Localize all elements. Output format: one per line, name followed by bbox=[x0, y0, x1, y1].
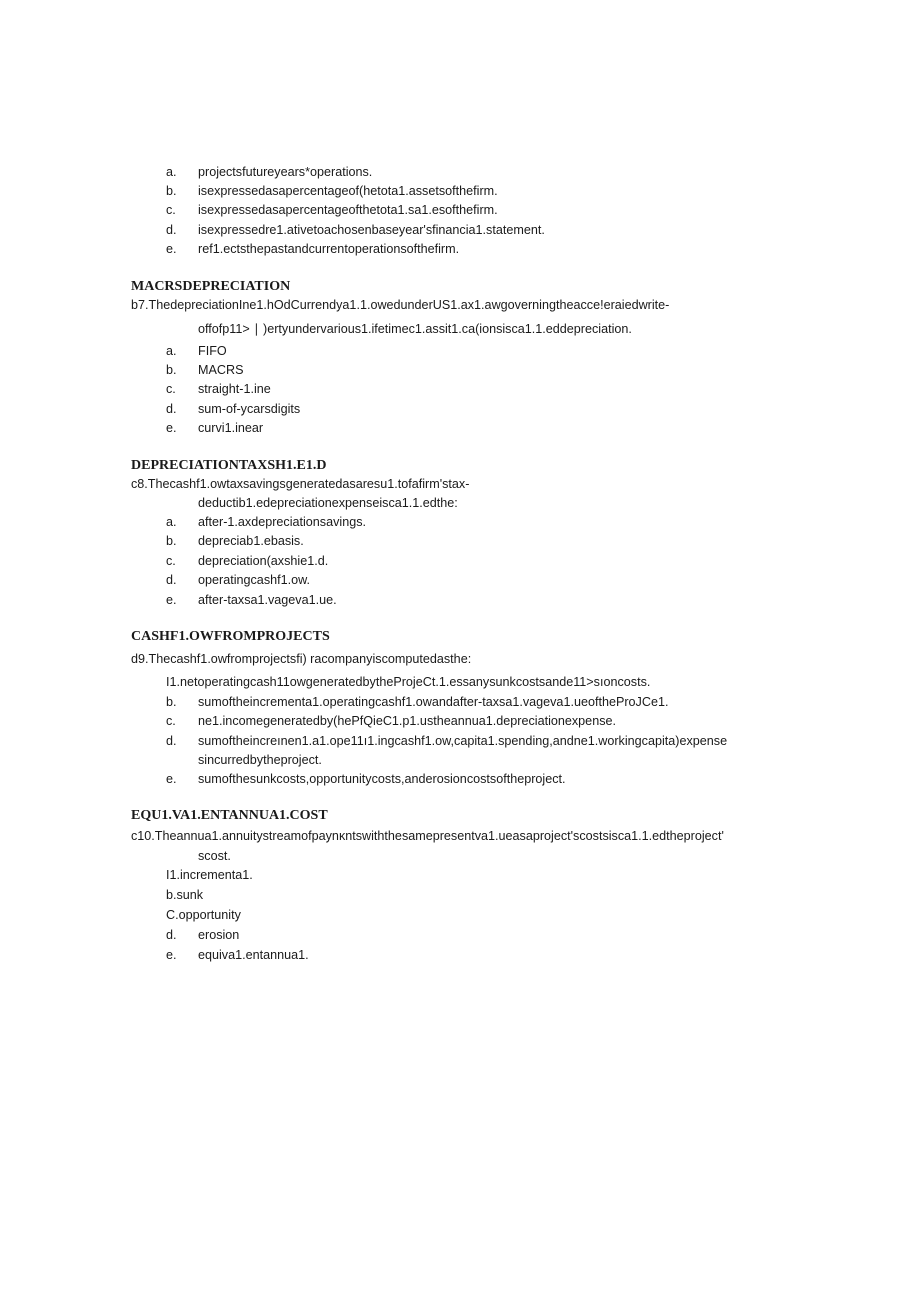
section-heading-macrs: MACRSDEPRECIATION bbox=[131, 279, 291, 294]
document-page: a. projectsfutureyears*operations. b. isexpressedasapercentageof(hetota1.assetsofthefirm. c. isexpressedasapercentageofthetota1.sa1.esofthefirm. d. isexpressedre1.ativetoachosenbaseyear'sfinancia1.statement. e. ref1.ectsthepastandcurrentoperationsofthefirm. MACRSDEPRECIATION b7.ThedepreciationIne1.hOdCurrendya1.1.owedunderUS1.ax1.awgoverningtheacce!eraiedwrite- offofp11> ∣ )ertyundervarious1.ifetimec1.assit1.ca(ionsisca1.1.eddepreciation. a. FIFO b. MACRS c. straight-1.ine d. sum-of-ycarsdigits e. curvi1.inear DEPRECIATIONTAXSH1.E1.D c8.Thecashf1.owtaxsavingsgeneratedasaresu1.tofafirm'stax- deductib1.edepreciationexpenseisca1.1.edthe: a. after-1.axdepreciationsavings. b. depreciab1.ebasis. c. depreciation(axshie1.d. d. operatingcashf1.ow. e. after-taxsa1.vageva1.ue. CASHF1.OWFROMPROJECTS d9.Thecashf1.owfromprojectsfi) racompanyiscomputedasthe: I1.netoperatingcash11owgeneratedbytheProjeCt.1.essanysunkcostsande11>sıoncosts. b. sumoftheincrementa1.operatingcashf1.owandafter-taxsa1.vageva1.ueoftheProJCe1. c. ne1.incomegeneratedby(hePfQieC1.p1.ustheannua1.depreciationexpense. d. sumoftheincreınen1.a1.ope11ı1.ingcashf1.ow,capita1.spending,andne1.workingcapita)expense sincurredbytheproject. e. sumofthesunkcosts,opportunitycosts,anderosioncostsoftheproject. EQU1.VA1.ENTANNUA1.COST c10.Theannua1.annuitystreamofpaynκntswiththesamepresentva1.ueasaproject'scostsisca1.1.edtheproject' scost. I1.incrementa1. b.sunk C.opportunity d. erosion e. equiva1.entannua1. bbox=[131, 165, 728, 962]
section-heading-equivalent-annual-cost: EQU1.VA1.ENTANNUA1.COST bbox=[131, 808, 328, 823]
section-heading-depreciation-tax-shield: DEPRECIATIONTAXSH1.E1.D bbox=[131, 458, 327, 473]
section-heading-cash-flow-from-projects: CASHF1.OWFROMPROJECTS bbox=[131, 629, 330, 644]
